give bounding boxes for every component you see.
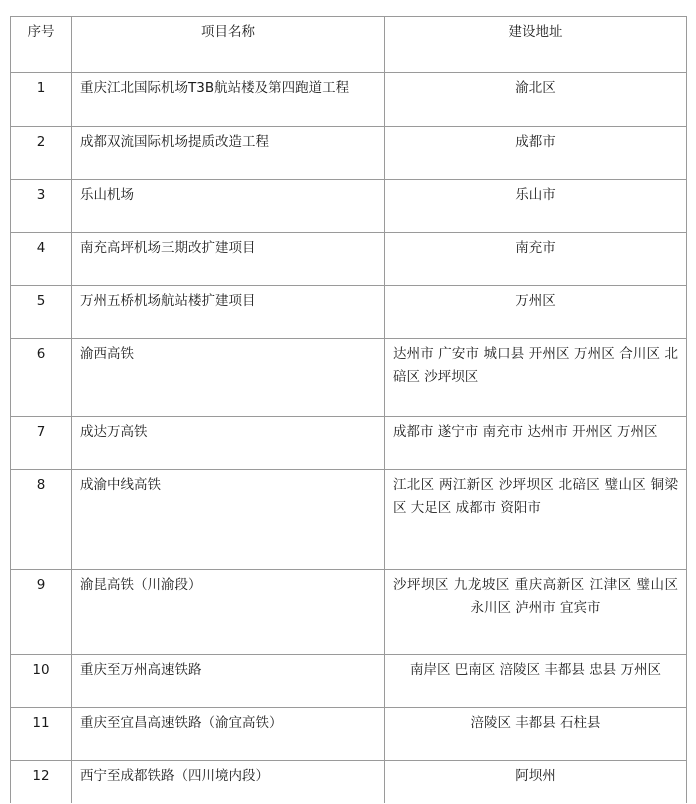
table-row bbox=[11, 73, 687, 127]
row-num: 3 bbox=[11, 180, 72, 233]
row-num: 10 bbox=[11, 655, 72, 708]
row-name: 万州五桥机场航站楼扩建项目 bbox=[72, 286, 385, 339]
row-address: 成都市 bbox=[385, 127, 687, 180]
row-num: 7 bbox=[11, 417, 72, 470]
table-row bbox=[11, 708, 687, 761]
table-row bbox=[11, 761, 687, 803]
row-address: 阿坝州 bbox=[385, 761, 687, 803]
row-address: 南充市 bbox=[385, 233, 687, 286]
row-name: 西宁至成都铁路（四川境内段） bbox=[72, 761, 385, 803]
row-address: 渝北区 bbox=[385, 73, 687, 127]
row-num: 11 bbox=[11, 708, 72, 761]
row-address: 乐山市 bbox=[385, 180, 687, 233]
row-num: 8 bbox=[11, 470, 72, 570]
table-row bbox=[11, 233, 687, 286]
row-address: 沙坪坝区 九龙坡区 重庆高新区 江津区 璧山区 永川区 泸州市 宜宾市 bbox=[385, 570, 687, 655]
table-row bbox=[11, 417, 687, 470]
table-row bbox=[11, 570, 687, 655]
projects-table bbox=[10, 16, 687, 803]
row-name: 南充高坪机场三期改扩建项目 bbox=[72, 233, 385, 286]
row-address: 达州市 广安市 城口县 开州区 万州区 合川区 北碚区 沙坪坝区 bbox=[385, 339, 687, 417]
table-row bbox=[11, 470, 687, 570]
row-name: 乐山机场 bbox=[72, 180, 385, 233]
row-name: 成渝中线高铁 bbox=[72, 470, 385, 570]
header-name: 项目名称 bbox=[72, 17, 385, 73]
table-row bbox=[11, 339, 687, 417]
row-name: 成都双流国际机场提质改造工程 bbox=[72, 127, 385, 180]
table-header-row bbox=[11, 17, 687, 73]
row-name: 渝昆高铁（川渝段） bbox=[72, 570, 385, 655]
row-num: 5 bbox=[11, 286, 72, 339]
row-num: 9 bbox=[11, 570, 72, 655]
table-row bbox=[11, 655, 687, 708]
table-row bbox=[11, 180, 687, 233]
row-num: 6 bbox=[11, 339, 72, 417]
row-name: 成达万高铁 bbox=[72, 417, 385, 470]
row-name: 重庆至万州高速铁路 bbox=[72, 655, 385, 708]
row-name: 渝西高铁 bbox=[72, 339, 385, 417]
row-name: 重庆至宜昌高速铁路（渝宜高铁） bbox=[72, 708, 385, 761]
row-num: 2 bbox=[11, 127, 72, 180]
row-num: 12 bbox=[11, 761, 72, 803]
header-address: 建设地址 bbox=[385, 17, 687, 73]
row-name: 重庆江北国际机场T3B航站楼及第四跑道工程 bbox=[72, 73, 385, 127]
table-row bbox=[11, 127, 687, 180]
row-address: 成都市 遂宁市 南充市 达州市 开州区 万州区 bbox=[385, 417, 687, 470]
row-num: 1 bbox=[11, 73, 72, 127]
row-address: 涪陵区 丰都县 石柱县 bbox=[385, 708, 687, 761]
row-address: 南岸区 巴南区 涪陵区 丰都县 忠县 万州区 bbox=[385, 655, 687, 708]
row-address: 万州区 bbox=[385, 286, 687, 339]
row-num: 4 bbox=[11, 233, 72, 286]
header-num: 序号 bbox=[11, 17, 72, 73]
row-address: 江北区 两江新区 沙坪坝区 北碚区 璧山区 铜梁区 大足区 成都市 资阳市 bbox=[385, 470, 687, 570]
table-row bbox=[11, 286, 687, 339]
